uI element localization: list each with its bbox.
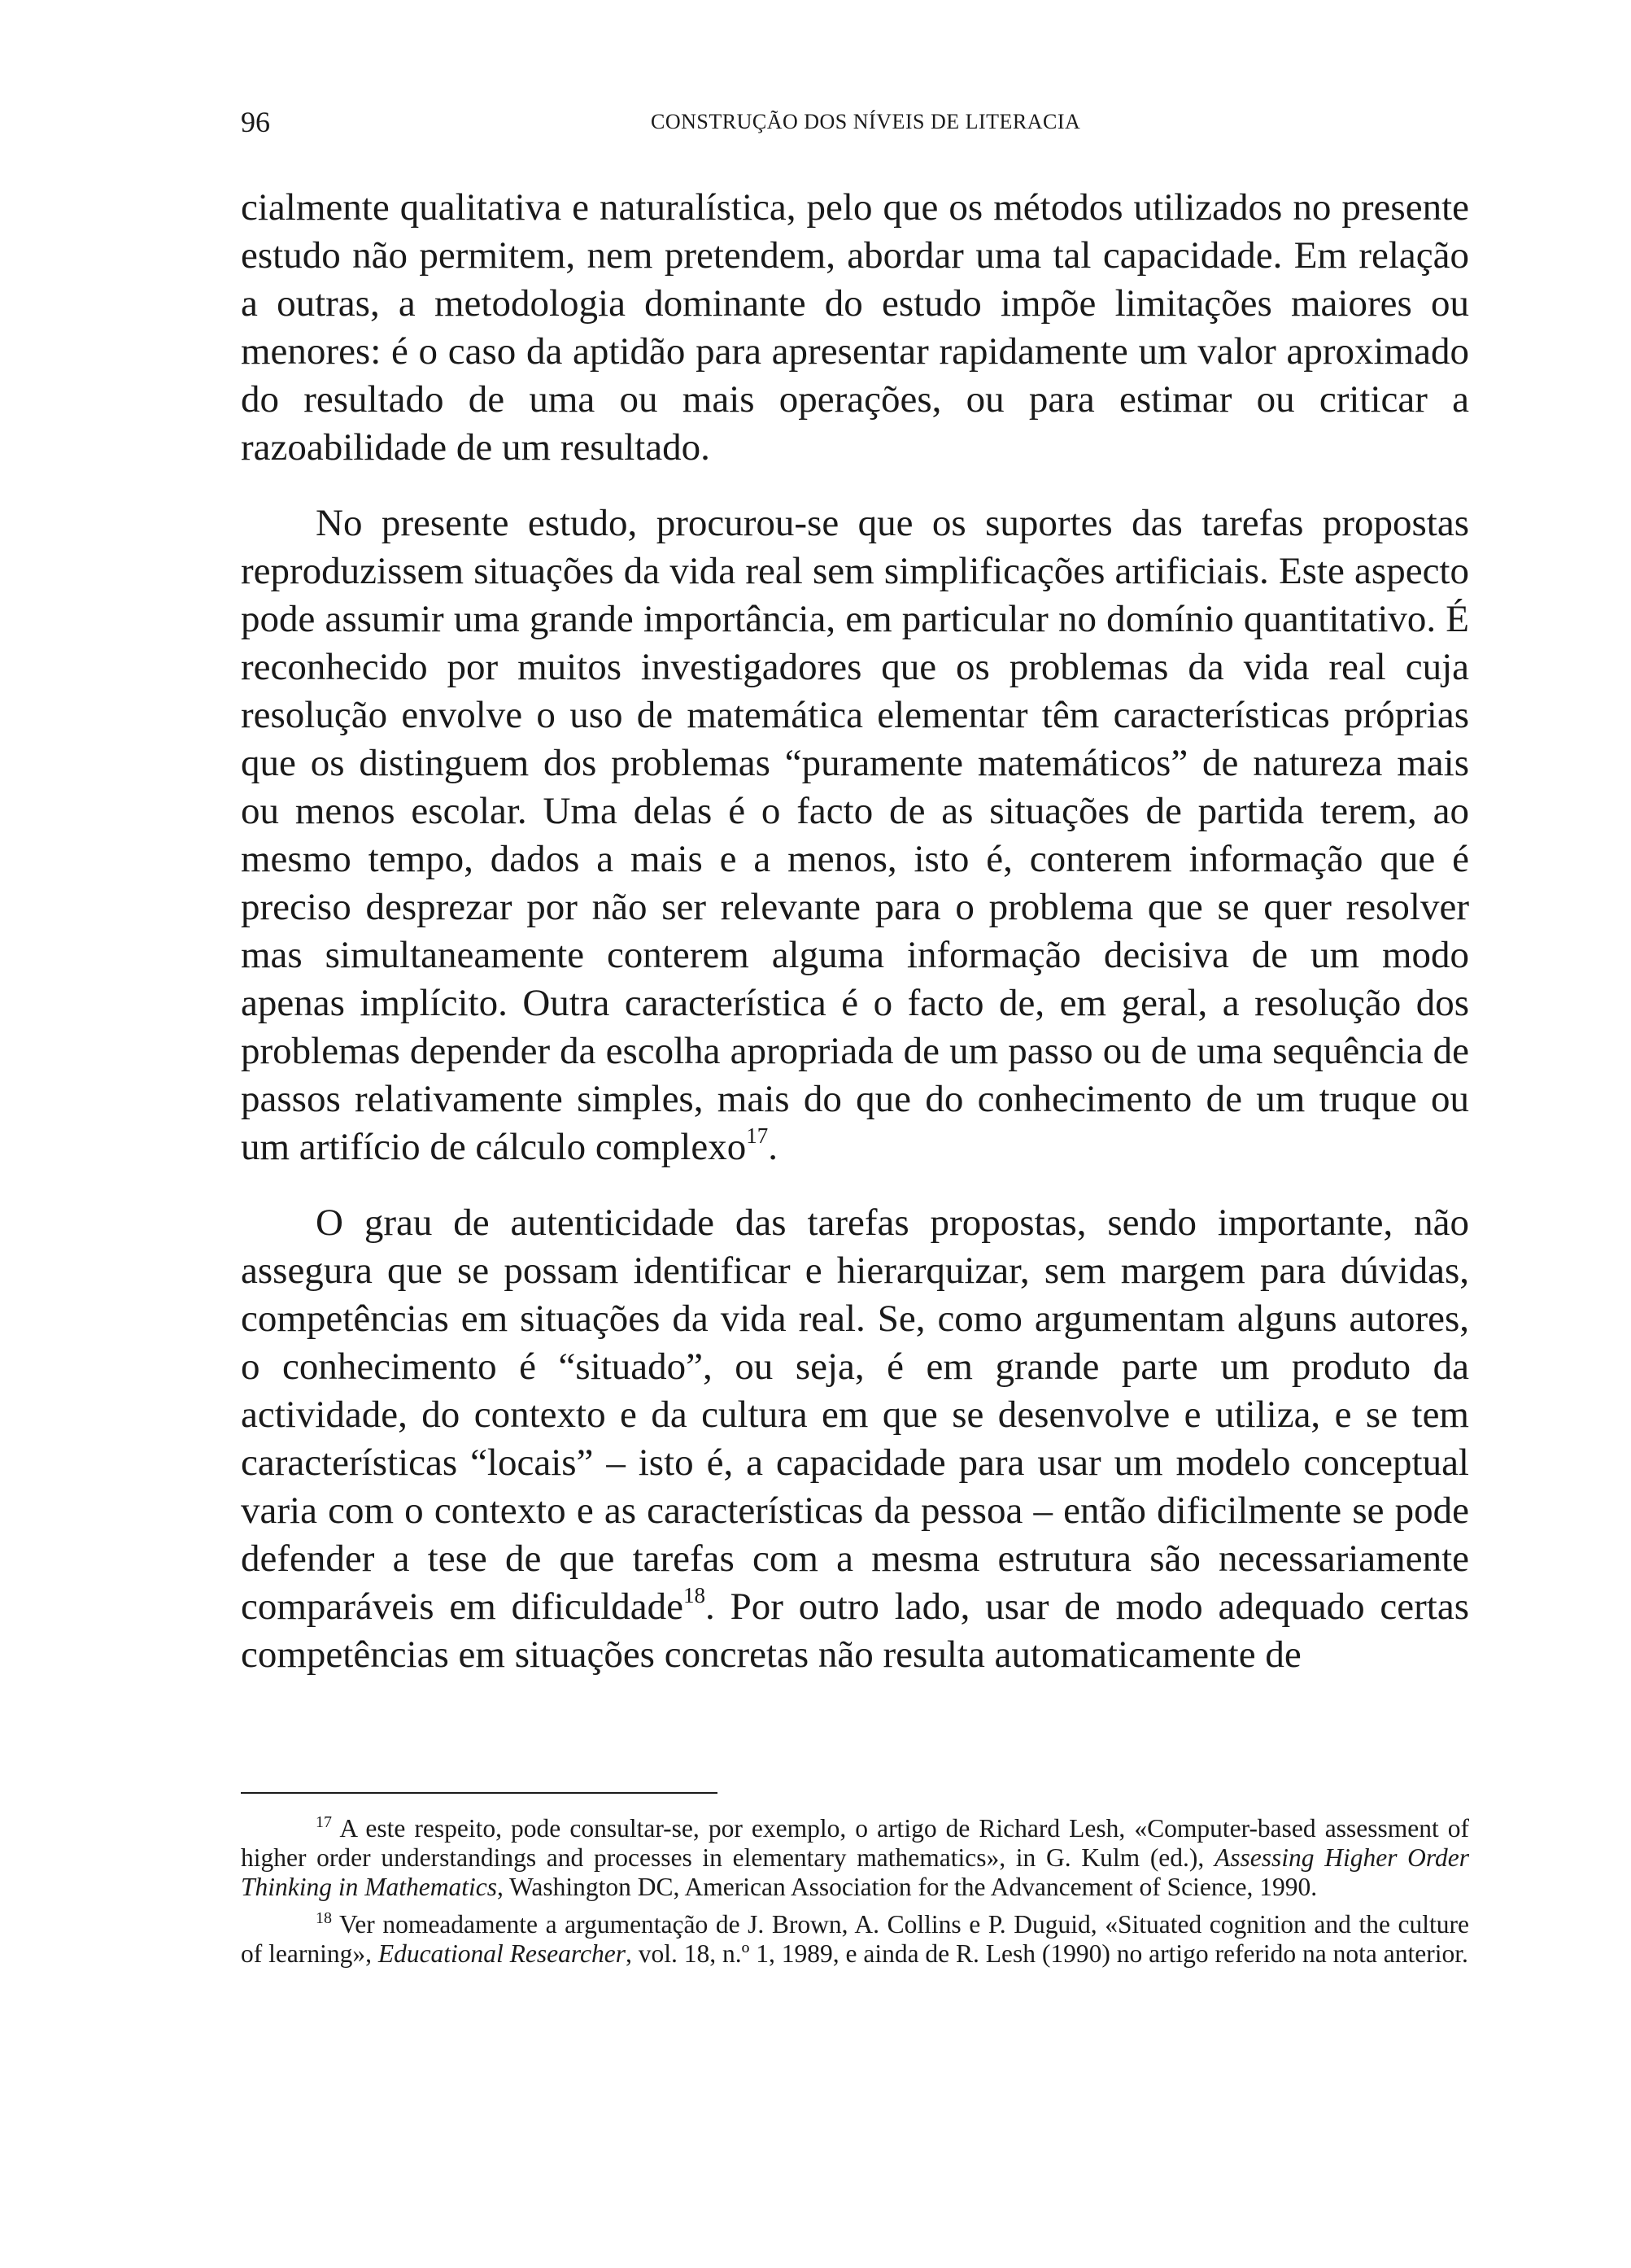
footnote-title: Assessing Higher Order Thinking in Mathematics [241, 1843, 1470, 1901]
footnote-rule [241, 1792, 717, 1794]
footnotes [241, 1814, 1469, 1977]
footnote-text: Ver nomeadamente a argumentação de J. Brown, A. Collins e P. Duguid, «Situated cognition and the culture of learning», [241, 1910, 1469, 1968]
footnote-number: 17 [316, 1813, 332, 1831]
footnote [241, 1814, 1469, 1902]
footnote-text-end: , Washington DC, American Association for the Advancement of Science, 1990. [496, 1873, 1318, 1901]
paragraph-text: cialmente qualitativa e naturalística, pelo que os métodos utilizados no presente estudo não permitem, nem pretendem, abordar uma tal capacidade. Em relação a outras, a metodologia dominante do estudo impõe limitações maiores ou menores: é o caso da aptidão para apresentar rapidamente um valor aproximado do resultado de uma ou mais operações, ou para estimar ou criticar a razoabilidade de um resultado. [241, 186, 1469, 469]
paragraph-text-end: . Por outro lado, usar de modo adequado certas competências em situações concretas não resulta automaticamente de [241, 1585, 1469, 1676]
footnote-ref[interactable]: 18 [683, 1583, 705, 1607]
page-number: 96 [241, 106, 270, 138]
paragraph-text-end: . [768, 1126, 778, 1168]
paragraph [241, 1199, 1469, 1679]
paragraph-text: No presente estudo, procurou-se que os suportes das tarefas propostas reproduzissem situações da vida real sem simplificações artificiais. Este aspecto pode assumir uma grande importância, em particular no domínio quantitativo. É reconhecido por muitos investigadores que os problemas da vida real cuja resolução envolve o uso de matemática elementar têm características próprias que os distinguem dos problemas “puramente matemáticos” de natureza mais ou menos escolar. Uma delas é o facto de as situações de partida terem, ao mesmo tempo, dados a mais e a menos, isto é, conterem informação que é preciso desprezar por não ser relevante para o problema que se quer resolver mas simultaneamente conterem alguma informação decisiva de um modo apenas implícito. Outra característica é o facto de, em geral, a resolução dos problemas depender da escolha apropriada de um passo ou de uma sequência de passos relativamente simples, mais do que do conhecimento de um truque ou um artifício de cálculo complexo [241, 502, 1469, 1168]
footnote-number: 18 [316, 1909, 332, 1927]
footnote-text: A este respeito, pode consultar-se, por exemplo, o artigo de Richard Lesh, «Computer-based assessment of higher order understandings and processes in elementary mathematics», in G. Kulm (ed.), [241, 1814, 1469, 1872]
paragraph [241, 184, 1469, 472]
paragraph [241, 499, 1469, 1171]
footnote [241, 1910, 1469, 1969]
footnote-text-end: , vol. 18, n.º 1, 1989, e ainda de R. Lesh (1990) no artigo referido na nota anterior. [625, 1939, 1468, 1968]
footnote-title: Educational Researcher [377, 1939, 626, 1968]
body-text [241, 184, 1469, 1707]
footnote-ref[interactable]: 17 [746, 1123, 769, 1148]
paragraph-text: O grau de autenticidade das tarefas propostas, sendo importante, não assegura que se possam identificar e hierarquizar, sem margem para dúvidas, competências em situações da vida real. Se, como argumentam alguns autores, o conhecimento é “situado”, ou seja, é em grande parte um produto da actividade, do contexto e da cultura em que se desenvolve e utiliza, e se tem características “locais” – isto é, a capacidade para usar um modelo conceptual varia com o contexto e as características da pessoa – então dificilmente se pode defender a tese de que tarefas com a mesma estrutura são necessariamente comparáveis em dificuldade [241, 1202, 1469, 1628]
running-head: CONSTRUÇÃO DOS NÍVEIS DE LITERACIA [651, 110, 1081, 133]
